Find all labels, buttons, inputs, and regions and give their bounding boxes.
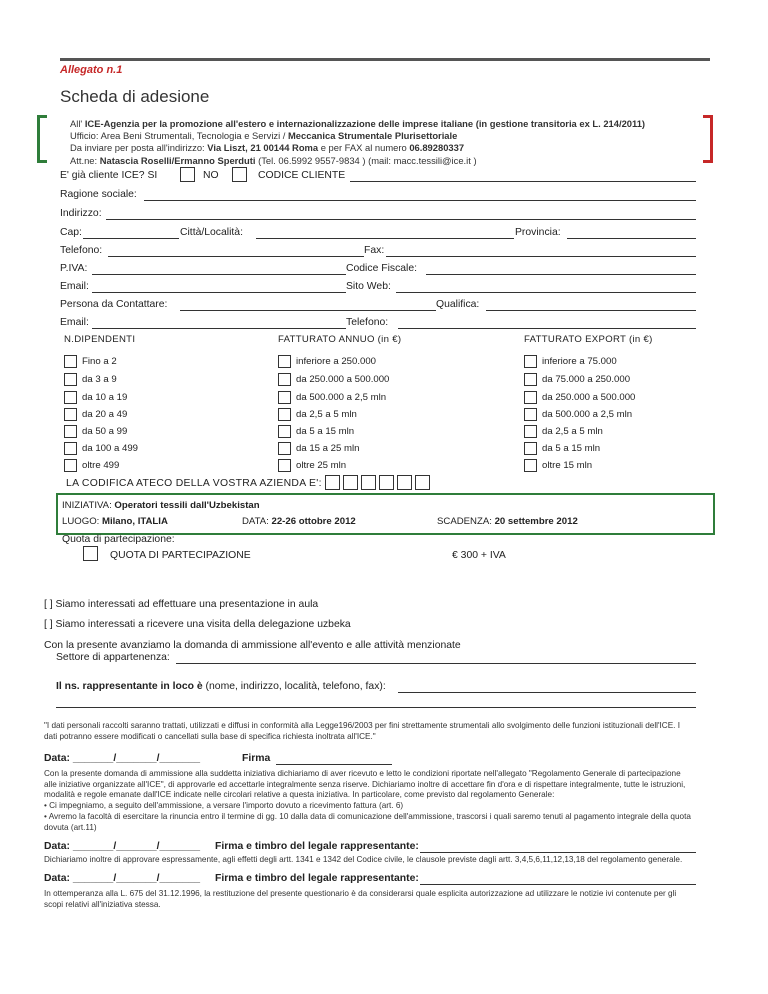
iniziativa-label: INIZIATIVA: — [62, 500, 115, 511]
dipendenti-option-label: da 3 a 9 — [82, 374, 117, 385]
fax-label: Fax: — [364, 245, 385, 256]
scadenza-label: SCADENZA: — [437, 516, 495, 527]
cliente-question: E' già cliente ICE? SI — [60, 170, 158, 181]
export-checkbox-5[interactable] — [524, 442, 537, 455]
ateco-digit-box[interactable] — [343, 475, 358, 490]
right-bracket — [703, 115, 713, 163]
fatturato-checkbox-0[interactable] — [278, 355, 291, 368]
fatturato-option-label: da 500.000 a 2,5 mln — [296, 392, 387, 403]
settore-label: Settore di appartenenza: — [56, 652, 170, 663]
email2-label: Email: — [60, 317, 89, 328]
export-checkbox-4[interactable] — [524, 425, 537, 438]
intro-bold: Natascia Roselli/Ermanno Sperduti — [99, 154, 256, 166]
dipendenti-option-label: da 50 a 99 — [82, 426, 128, 437]
intro-bold: Meccanica Strumentale Plurisettoriale — [288, 130, 458, 142]
allegato-label: Allegato n.1 — [60, 64, 123, 76]
ateco-digit-box[interactable] — [379, 475, 394, 490]
sig3-firma-label: Firma e timbro del legale rappresentante: — [215, 873, 419, 884]
quota-title: Quota di partecipazione: — [62, 534, 175, 545]
intro-text: e per FAX al numero — [318, 142, 410, 154]
dipendenti-option-label: da 10 a 19 — [82, 392, 128, 403]
condizioni-text: Con la presente domanda di ammissione alla suddetta iniziativa dichiariamo di aver ricevuto e letto le condizioni riportate nell'allegato "Regolamento Generale di partecipazione alle iniziative organizzate all'ICE", di approvarle ed accettarle integralmente senza riserve. Dichiariamo inoltre di accettare fin d'ora e di rispettare integralmente, tutte le istruzioni, modalità e regole emanate dall'ICE indicate nelle circolari relative a questa iniziativa. In particolare, come previsto dal regolamento Generale: — [44, 769, 686, 800]
export-checkbox-0[interactable] — [524, 355, 537, 368]
legge675-text: In ottemperanza alla L. 675 del 31.12.1996, la restituzione del presente questionario è da considerarsi quale esplicita autorizzazione ad utilizzare le notizie ivi contenute per gli scopi relativi all'iniziativa stessa. — [44, 889, 677, 909]
luogo-line — [62, 516, 168, 527]
dipendenti-checkbox-2[interactable] — [64, 391, 77, 404]
codice-civile-text: Dichiariamo inoltre di approvare espressamente, agli effetti degli artt. 1341 e 1342 del Codice civile, le clausole previste dagli artt. 3,4,5,6,11,12,13,18 del regolamento generale. — [44, 855, 683, 864]
export-option-label: da 2,5 a 5 mln — [542, 426, 603, 437]
email2-field[interactable] — [92, 328, 346, 329]
cap-label: Cap: — [60, 227, 82, 238]
export-option-label: oltre 15 mln — [542, 460, 593, 471]
ragione-field[interactable] — [144, 200, 696, 201]
intro-text: Da inviare per posta all'indirizzo: — [70, 142, 208, 154]
rappresentante-field-2[interactable] — [56, 707, 696, 708]
ateco-label: LA CODIFICA ATECO DELLA VOSTRA AZIENDA E': — [66, 478, 322, 489]
telefono-label: Telefono: — [60, 245, 103, 256]
sig3-firma-field[interactable] — [420, 884, 696, 885]
fatturato-option-label: da 15 a 25 mln — [296, 443, 360, 454]
sig1-data[interactable]: Data: _______/_______/_______ — [44, 753, 200, 764]
iniziativa-line — [62, 500, 260, 511]
scadenza-value: 20 settembre 2012 — [494, 516, 578, 527]
luogo-value: Milano, ITALIA — [101, 516, 168, 527]
presentazione-option[interactable]: [ ] Siamo interessati ad effettuare una presentazione in aula — [44, 599, 319, 610]
dipendenti-checkbox-3[interactable] — [64, 408, 77, 421]
export-option-label: da 5 a 15 mln — [542, 443, 601, 454]
indirizzo-label: Indirizzo: — [60, 208, 102, 219]
intro-text: All' — [70, 118, 83, 129]
cf-field[interactable] — [426, 274, 696, 275]
dipendenti-option-label: Fino a 2 — [82, 356, 117, 367]
quota-label: QUOTA DI PARTECIPAZIONE — [110, 550, 251, 561]
fatturato-checkbox-6[interactable] — [278, 459, 291, 472]
persona-field[interactable] — [180, 310, 436, 311]
dipendenti-header: N.DIPENDENTI — [64, 334, 136, 345]
export-checkbox-3[interactable] — [524, 408, 537, 421]
fatturato-checkbox-4[interactable] — [278, 425, 291, 438]
cliente-si-checkbox[interactable] — [180, 167, 195, 182]
export-checkbox-6[interactable] — [524, 459, 537, 472]
piva-field[interactable] — [92, 274, 346, 275]
email-field[interactable] — [92, 292, 346, 293]
cliente-no-label: NO — [203, 170, 219, 181]
dipendenti-option-label: da 100 a 499 — [82, 443, 139, 454]
intro-text: Att.ne: — [70, 154, 100, 166]
export-option-label: da 75.000 a 250.000 — [542, 374, 631, 385]
rappresentante-bold: Il ns. rappresentante in loco è — [56, 681, 203, 692]
codice-cliente-label: CODICE CLIENTE — [258, 170, 346, 181]
export-option-label: da 250.000 a 500.000 — [542, 392, 636, 403]
telefono-field[interactable] — [108, 256, 364, 257]
rappresentante-field[interactable] — [398, 692, 696, 693]
ateco-digit-box[interactable] — [415, 475, 430, 490]
persona-label: Persona da Contattare: — [60, 299, 168, 310]
rappresentante-normal: (nome, indirizzo, località, telefono, fax): — [202, 681, 386, 692]
scadenza-line — [437, 516, 578, 527]
iniziativa-value: Operatori tessili dall'Uzbekistan — [114, 500, 260, 511]
provincia-label: Provincia: — [515, 227, 561, 238]
citta-label: Città/Località: — [180, 227, 243, 238]
dipendenti-option-label: da 20 a 49 — [82, 409, 128, 420]
dipendenti-checkbox-0[interactable] — [64, 355, 77, 368]
data-label: DATA: — [242, 516, 272, 527]
visita-option[interactable]: [ ] Siamo interessati a ricevere una visita della delegazione uzbeka — [44, 619, 351, 630]
sig1-firma-field[interactable] — [276, 764, 392, 765]
provincia-field[interactable] — [567, 238, 696, 239]
sig3-data[interactable]: Data: _______/_______/_______ — [44, 873, 200, 884]
indirizzo-field[interactable] — [106, 219, 696, 220]
privacy-text: "I dati personali raccolti saranno trattati, utilizzati e diffusi in conformità alla Legge196/2003 per fini strettamente strumentali allo svolgimento delle funzioni istituzionali dell'ICE. I dati potranno essere modificati o cancellati sulla base di specifica richiesta inoltrata all'ICE." — [44, 721, 680, 741]
piva-label: P.IVA: — [60, 263, 88, 274]
fatturato-checkbox-3[interactable] — [278, 408, 291, 421]
cap-field[interactable] — [83, 238, 179, 239]
bullet-1: • Ci impegniamo, a seguito dell'ammissione, a versare l'importo dovuto a ricevimento fattura (art. 6) — [44, 801, 404, 810]
top-bar — [60, 58, 710, 61]
bullet-2: • Avremo la facoltà di esercitare la rinuncia entro il termine di gg. 10 dalla data di comunicazione dell'ammissione, trascorsi i quali saremo tenuti al pagamento integrale della quota dovuta (art.11) — [44, 812, 691, 832]
telefono2-field[interactable] — [398, 328, 696, 329]
fatturato-header: FATTURATO ANNUO (in €) — [278, 334, 402, 345]
data-value: 22-26 ottobre 2012 — [271, 516, 356, 527]
fatturato-checkbox-2[interactable] — [278, 391, 291, 404]
sig2-firma-label: Firma e timbro del legale rappresentante: — [215, 841, 419, 852]
export-header: FATTURATO EXPORT (in €) — [524, 334, 653, 345]
fatturato-option-label: oltre 25 mln — [296, 460, 347, 471]
intro-block — [70, 118, 700, 167]
dipendenti-checkbox-4[interactable] — [64, 425, 77, 438]
data-line — [242, 516, 356, 527]
fatturato-option-label: inferiore a 250.000 — [296, 356, 377, 367]
intro-bold: ICE-Agenzia per la promozione all'estero e internazionalizzazione delle imprese italiane (in gestione transitoria ex L. 214/2011) — [84, 118, 646, 129]
intro-bold: 06.89280337 — [409, 142, 465, 154]
export-option-label: da 500.000 a 2,5 mln — [542, 409, 633, 420]
left-bracket — [37, 115, 47, 163]
sig2-firma-field[interactable] — [420, 852, 696, 853]
telefono2-label: Telefono: — [346, 317, 389, 328]
fatturato-checkbox-5[interactable] — [278, 442, 291, 455]
settore-field[interactable] — [176, 663, 696, 664]
dipendenti-checkbox-1[interactable] — [64, 373, 77, 386]
intro-bold: Via Liszt, 21 00144 Roma — [207, 142, 319, 154]
dipendenti-checkbox-5[interactable] — [64, 442, 77, 455]
ateco-digit-box[interactable] — [361, 475, 376, 490]
citta-field[interactable] — [256, 238, 514, 239]
page-title: Scheda di adesione — [60, 87, 210, 106]
quota-checkbox[interactable] — [83, 546, 98, 561]
sito-label: Sito Web: — [346, 281, 391, 292]
cliente-no-checkbox[interactable] — [232, 167, 247, 182]
cf-label: Codice Fiscale: — [346, 263, 418, 274]
qualifica-label: Qualifica: — [436, 299, 480, 310]
fatturato-option-label: da 5 a 15 mln — [296, 426, 355, 437]
sito-field[interactable] — [396, 292, 696, 293]
ateco-digit-box[interactable] — [397, 475, 412, 490]
quota-price: € 300 + IVA — [452, 550, 506, 561]
codice-cliente-field[interactable] — [350, 181, 696, 182]
intro-text: (Tel. 06.5992 9557-9834 ) (mail: macc.tessili@ice.it ) — [255, 154, 477, 166]
domanda-text: Con la presente avanziamo la domanda di ammissione all'evento e alle attività menzionate — [44, 640, 461, 651]
ateco-digit-box[interactable] — [325, 475, 340, 490]
rappresentante-label — [56, 681, 386, 692]
dipendenti-checkbox-6[interactable] — [64, 459, 77, 472]
fax-field[interactable] — [386, 256, 696, 257]
export-checkbox-1[interactable] — [524, 373, 537, 386]
export-option-label: inferiore a 75.000 — [542, 356, 617, 367]
dipendenti-option-label: oltre 499 — [82, 460, 120, 471]
fatturato-option-label: da 250.000 a 500.000 — [296, 374, 390, 385]
qualifica-field[interactable] — [486, 310, 696, 311]
email-label: Email: — [60, 281, 89, 292]
fatturato-checkbox-1[interactable] — [278, 373, 291, 386]
export-checkbox-2[interactable] — [524, 391, 537, 404]
intro-text: Ufficio: Area Beni Strumentali, Tecnologia e Servizi / — [70, 130, 288, 142]
ragione-label: Ragione sociale: — [60, 189, 137, 200]
luogo-label: LUOGO: — [62, 516, 102, 527]
sig1-firma-label: Firma — [242, 753, 271, 764]
sig2-data[interactable]: Data: _______/_______/_______ — [44, 841, 200, 852]
fatturato-option-label: da 2,5 a 5 mln — [296, 409, 357, 420]
